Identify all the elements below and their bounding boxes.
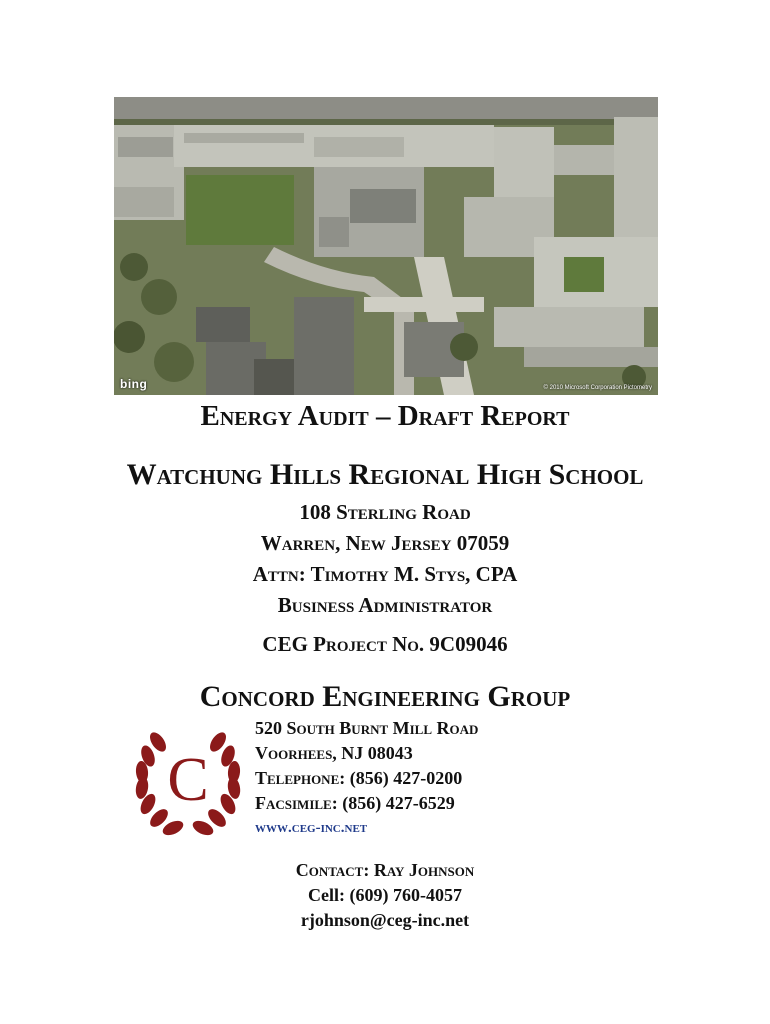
report-title: Energy Audit – Draft Report <box>200 400 570 432</box>
project-number: CEG Project No. 9C09046 <box>262 632 508 656</box>
school-address <box>0 497 770 621</box>
ceg-laurel-logo <box>128 722 248 840</box>
address-line-1: 108 Sterling Road <box>299 500 471 524</box>
logo-letter: C <box>167 746 209 814</box>
aerial-photo <box>114 97 658 395</box>
company-address-1: 520 South Burnt Mill Road <box>255 718 479 738</box>
laurel-wreath-icon <box>128 722 248 840</box>
photo-copyright: © 2010 Microsoft Corporation Pictometry <box>543 385 652 391</box>
company-facsimile: Facsimile: (856) 427-6529 <box>255 793 455 813</box>
role-line: Business Administrator <box>277 593 493 617</box>
company-info <box>255 716 478 841</box>
company-website-link[interactable]: www.ceg-inc.net <box>255 820 368 836</box>
attn-line: Attn: Timothy M. Stys, CPA <box>252 562 518 586</box>
company-name: Concord Engineering Group <box>199 680 571 713</box>
bing-watermark: bing <box>120 377 148 391</box>
contact-email[interactable]: rjohnson@ceg-inc.net <box>300 910 470 930</box>
company-telephone: Telephone: (856) 427-0200 <box>255 768 463 788</box>
address-line-2: Warren, New Jersey 07059 <box>260 531 510 555</box>
company-address-2: Voorhees, NJ 08043 <box>255 743 413 763</box>
contact-block <box>0 858 770 933</box>
school-name: Watchung Hills Regional High School <box>126 458 644 491</box>
aerial-photo-drawing <box>114 97 658 395</box>
contact-cell: Cell: (609) 760-4057 <box>308 885 462 905</box>
contact-name: Contact: Ray Johnson <box>295 860 475 880</box>
